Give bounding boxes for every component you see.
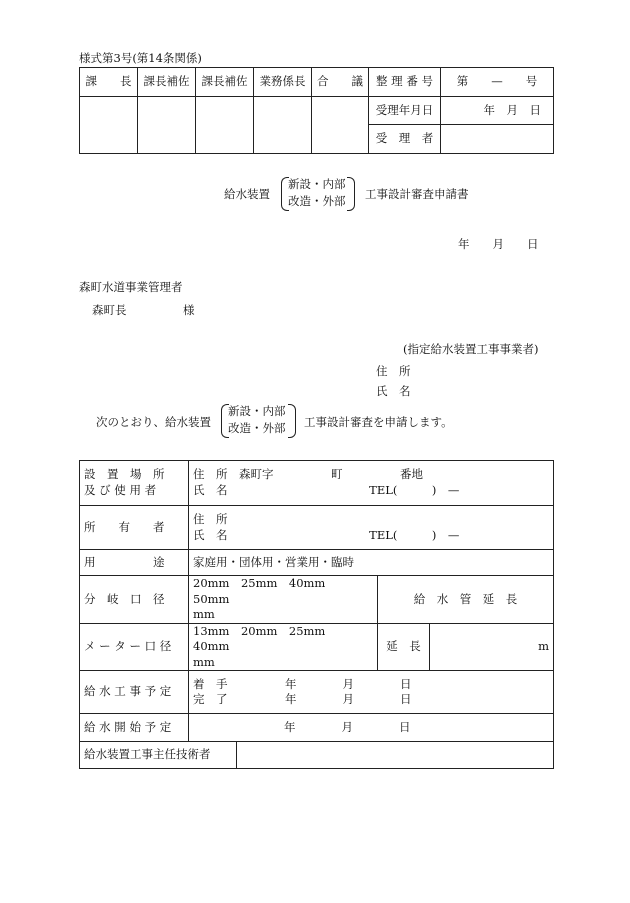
branch-diameter-unit: mm — [193, 607, 215, 622]
site-tel: TEL( ) — — [369, 483, 460, 497]
work-schedule-label: 給 水 工 事 予 定 — [80, 671, 189, 714]
pipe-length-label: 給 水 管 延 長 — [378, 576, 554, 624]
branch-diameter-sizes: 20mm 25mm 40mm 50mm — [193, 576, 337, 606]
addressee-honorific: 様 — [183, 303, 195, 317]
approval-header-deputy-2: 課長補佐 — [196, 68, 254, 97]
site-label: 設 置 場 所 — [84, 467, 165, 482]
approval-header-deputy-1: 課長補佐 — [138, 68, 196, 97]
stamp-cell-4[interactable] — [254, 97, 312, 154]
work-schedule-value[interactable] — [189, 671, 554, 714]
meter-diameter-unit: mm — [193, 654, 215, 669]
site-user-label — [80, 461, 189, 506]
main-table — [79, 460, 554, 769]
applicant-address-label: 住 所 — [376, 364, 411, 378]
receiver-value[interactable] — [441, 125, 554, 154]
user-label: 及 び 使 用 者 — [84, 483, 157, 497]
statement-prefix: 次のとおり、給水装置 — [96, 415, 211, 429]
supply-start-label: 給 水 開 始 予 定 — [80, 714, 189, 742]
reg-no-label: 整 理 番 号 — [369, 68, 441, 97]
extension-label: 延 長 — [378, 623, 430, 671]
title-prefix: 給水装置 — [224, 187, 270, 201]
title-option-new: 新設・内部 — [288, 177, 346, 191]
owner-address-label: 住 所 — [193, 511, 228, 526]
form-number-label: 様式第3号(第14条関係) — [79, 51, 202, 65]
title-option-modify: 改造・外部 — [288, 194, 346, 208]
stamp-cell-1[interactable] — [80, 97, 138, 154]
chief-engineer-value[interactable] — [237, 742, 554, 769]
site-name-label: 氏 名 — [193, 483, 228, 497]
owner-label: 所 有 者 — [80, 506, 189, 550]
reg-no-value[interactable]: 第 — 号 — [441, 68, 554, 97]
receiver-label: 受 理 者 — [369, 125, 441, 154]
statement-options — [228, 403, 286, 437]
site-user-value[interactable] — [189, 461, 554, 506]
stamp-cell-3[interactable] — [196, 97, 254, 154]
application-date: 年 月 日 — [458, 237, 539, 251]
approval-table — [79, 67, 554, 154]
stamp-cell-5[interactable] — [312, 97, 369, 154]
statement-brace-right — [288, 404, 296, 438]
addressee-org: 森町水道事業管理者 — [79, 280, 183, 294]
work-start-line: 着 手 年 月 日 — [193, 676, 412, 691]
supply-start-value[interactable]: 年 月 日 — [189, 714, 554, 742]
meter-diameter-label: メ ー タ ー 口 径 — [80, 623, 189, 671]
owner-tel: TEL( ) — — [369, 527, 460, 542]
title-suffix: 工事設計審査申請書 — [365, 187, 469, 201]
site-name-line — [193, 483, 549, 499]
site-address-line: 住 所 森町字 町 番地 — [193, 467, 423, 482]
title-options — [288, 176, 346, 210]
meter-diameter-options[interactable] — [189, 623, 378, 671]
usage-label: 用 途 — [80, 550, 189, 576]
recv-date-label: 受理年月日 — [369, 97, 441, 125]
stamp-cell-2[interactable] — [138, 97, 196, 154]
applicant-note: (指定給水装置工事事業者) — [403, 342, 539, 356]
extension-value[interactable]: m — [430, 623, 554, 671]
approval-header-section-chief: 課 長 — [80, 68, 138, 97]
approval-header-council: 合 議 — [312, 68, 369, 97]
title-brace-right — [347, 177, 355, 211]
chief-engineer-label: 給水装置工事主任技術者 — [80, 742, 237, 769]
branch-diameter-label: 分 岐 口 径 — [80, 576, 189, 624]
meter-diameter-sizes: 13mm 20mm 25mm 40mm — [193, 623, 337, 654]
approval-header-business-chief: 業務係長 — [254, 68, 312, 97]
branch-diameter-options[interactable] — [189, 576, 378, 624]
addressee-name: 森町長 — [92, 303, 127, 317]
recv-date-value[interactable]: 年 月 日 — [441, 97, 554, 125]
owner-value[interactable] — [189, 506, 554, 550]
owner-name-line — [193, 528, 549, 544]
owner-name-label: 氏 名 — [193, 527, 228, 542]
statement-suffix: 工事設計審査を申請します。 — [304, 415, 453, 429]
statement-option-modify: 改造・外部 — [228, 421, 286, 435]
usage-options[interactable]: 家庭用・団体用・営業用・臨時 — [189, 550, 554, 576]
statement-option-new: 新設・内部 — [228, 404, 286, 418]
work-end-line: 完 了 年 月 日 — [193, 692, 412, 707]
applicant-name-label: 氏 名 — [376, 384, 411, 398]
